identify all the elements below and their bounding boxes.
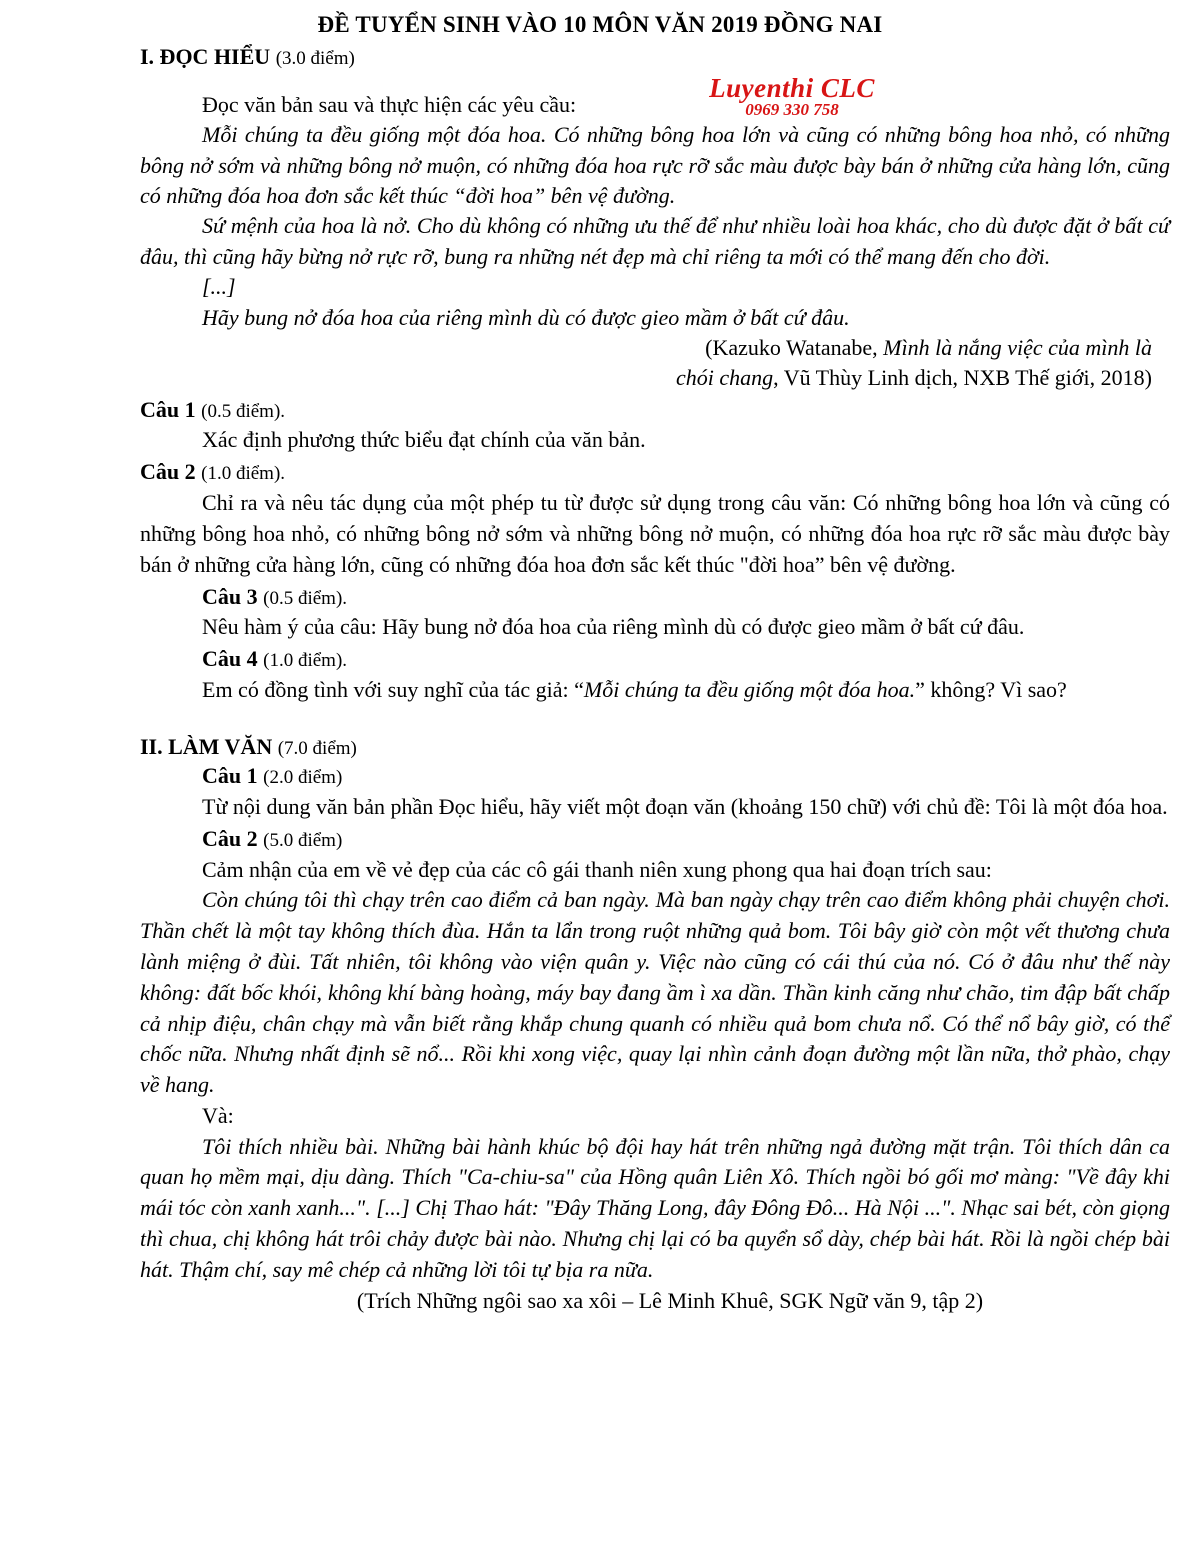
- excerpt-2-body: Tôi thích nhiều bài. Những bài hành khúc bộ đội hay hát trên những ngả đường mặt trận. Tôi thích dân ca quan họ mềm mại, dịu dàng. Thích "Ca-chiu-sa" của Hồng quân Liên Xô. Thích ngồi bó gối mơ màng: "Về đây khi mái tóc còn xanh xanh...". [...] Chị Thao hát: "Đây Thăng Long, đây Đông Đô... Hà Nội ...". Nhạc sai bét, còn giọng thì chua, chị không hát trôi chảy được bài nào. Nhưng chị lại có ba quyển sổ dày, chép bài hát. Rồi là ngồi chép bài hát. Thậm chí, say mê chép cả những lời tôi tự bịa ra nữa.: [140, 1133, 1170, 1282]
- lv-question-1-header: [30, 760, 1170, 792]
- question-4-label: Câu 4: [202, 646, 258, 672]
- excerpt-source: (Trích Những ngôi sao xa xôi – Lê Minh Khuê, SGK Ngữ văn 9, tập 2): [356, 1287, 984, 1313]
- lv-question-1-text: [30, 792, 1170, 823]
- question-3-label: Câu 3: [202, 583, 258, 609]
- section-2-heading: [30, 734, 1170, 760]
- passage-ellipsis: [...]: [202, 274, 236, 300]
- lv-question-1-body: Từ nội dung văn bản phần Đọc hiểu, hãy viết một đoạn văn (khoảng 150 chữ) với chủ đề: Tôi là một đóa hoa.: [202, 793, 1168, 819]
- question-3-text: [30, 612, 1170, 643]
- excerpt-connector: [30, 1101, 1170, 1132]
- lv-question-2-header: [30, 823, 1170, 855]
- question-1-points: (0.5 điểm).: [201, 400, 286, 422]
- question-1-label: Câu 1: [140, 396, 196, 422]
- section-2-heading-label: II. LÀM VĂN: [140, 733, 273, 759]
- lv-question-1-label: Câu 1: [202, 762, 258, 788]
- question-2-points: (1.0 điểm).: [201, 463, 286, 485]
- question-4-text: [30, 675, 1170, 706]
- question-4-points: (1.0 điểm).: [263, 650, 348, 672]
- source-title-part-1: Mình là nắng việc của mình là: [883, 334, 1152, 360]
- reading-instruction: Đọc văn bản sau và thực hiện các yêu cầu:: [202, 92, 577, 117]
- passage-paragraph-1: Mỗi chúng ta đều giống một đóa hoa. Có những bông hoa lớn và cũng có những bông hoa nhỏ, có những bông nở sớm và những bông nở muộn, có những đóa hoa rực rỡ sắc màu được bày bán ở những cửa hàng lớn, cũng có những đóa hoa đơn sắc kết thúc “đời hoa” bên vệ đường.: [140, 122, 1170, 209]
- excerpt-2: [30, 1132, 1170, 1286]
- excerpt-1: [30, 885, 1170, 1101]
- question-4-body-after: ” không? Vì sao?: [915, 677, 1067, 703]
- question-1-header: [30, 394, 1170, 426]
- lv-question-2-body: Cảm nhận của em về vẻ đẹp của các cô gái thanh niên xung phong qua hai đoạn trích sau:: [202, 856, 992, 882]
- question-3-header: [30, 581, 1170, 613]
- passage-source-line-2: [30, 363, 1170, 393]
- lv-question-2-points: (5.0 điểm): [263, 829, 343, 851]
- source-suffix: , Vũ Thùy Linh dịch, NXB Thế giới, 2018): [773, 365, 1152, 391]
- section-2-points: (7.0 điểm): [277, 737, 357, 759]
- question-4-header: [30, 643, 1170, 675]
- question-4-body-before: Em có đồng tình với suy nghĩ của tác giả: “: [202, 677, 584, 703]
- lv-question-2-text: [30, 855, 1170, 886]
- passage-paragraph-2: Sứ mệnh của hoa là nở. Cho dù không có những ưu thế để như nhiều loài hoa khác, cho dù được đặt ở bất cứ đâu, thì cũng hãy bừng nở rực rỡ, bung ra những nét đẹp mà chỉ riêng ta mới có thể mang đến cho đời.: [140, 213, 1170, 269]
- question-2-text: [30, 488, 1170, 580]
- source-title-part-2: chói chang: [675, 365, 774, 391]
- lv-question-1-points: (2.0 điểm): [263, 766, 343, 788]
- document-page: [0, 12, 1200, 1565]
- section-1-points: (3.0 điểm): [275, 48, 355, 69]
- page-title: ĐỀ TUYỂN SINH VÀO 10 MÔN VĂN 2019 ĐỒNG NAI: [317, 12, 883, 37]
- source-prefix: (Kazuko Watanabe,: [705, 334, 884, 360]
- logo-phone-text: 0969 330 758: [745, 100, 839, 120]
- excerpt-connector-text: Và:: [202, 1102, 234, 1128]
- lv-question-2-label: Câu 2: [202, 825, 258, 851]
- section-1-heading: [30, 44, 1170, 70]
- logo-brand-text: Luyenthi CLC: [709, 73, 875, 103]
- passage-source-line-1: [30, 333, 1170, 363]
- question-3-points: (0.5 điểm).: [263, 587, 348, 609]
- question-2-header: [30, 456, 1170, 488]
- passage-paragraph-3: Hãy bung nở đóa hoa của riêng mình dù có được gieo mầm ở bất cứ đâu.: [202, 304, 850, 330]
- document-body: [0, 44, 1200, 1314]
- question-2-body: Chỉ ra và nêu tác dụng của một phép tu từ được sử dụng trong câu văn: Có những bông hoa lớn và cũng có những bông hoa nhỏ, có những bông nở sớm và những bông nở muộn, có những đóa hoa rực rỡ sắc màu được bày bán ở những cửa hàng lớn, cũng có những đóa hoa đơn sắc kết thúc "đời hoa” bên vệ đường.: [140, 490, 1170, 577]
- question-4-body-quote: Mỗi chúng ta đều giống một đóa hoa.: [583, 677, 916, 703]
- question-1-text: [30, 425, 1170, 456]
- watermark-logo: [672, 74, 912, 120]
- question-3-body: Nêu hàm ý của câu: Hãy bung nở đóa hoa của riêng mình dù có được gieo mầm ở bất cứ đâu.: [202, 614, 1025, 640]
- question-1-body: Xác định phương thức biểu đạt chính của văn bản.: [202, 427, 646, 453]
- excerpt-1-body: Còn chúng tôi thì chạy trên cao điểm cả ban ngày. Mà ban ngày chạy trên cao điểm không phải chuyện chơi. Thần chết là một tay không thích đùa. Hắn ta lẩn trong ruột những quả bom. Tôi bây giờ còn một vết thương chưa lành miệng ở đùi. Tất nhiên, tôi không vào viện quân y. Việc nào cũng có cái thú của nó. Có ở đâu như thế này không: đất bốc khói, không khí bàng hoàng, máy bay đang ầm ì xa dần. Thần kinh căng như chão, tim đập bất chấp cả nhịp điệu, chân chạy mà vẫn biết rằng khắp chung quanh có nhiều quả bom chưa nổ. Có thể nổ bây giờ, có thể chốc nữa. Nhưng nhất định sẽ nổ... Rồi khi xong việc, quay lại nhìn cảnh đoạn đường một lần nữa, thở phào, chạy về hang.: [140, 887, 1170, 1098]
- section-1-heading-label: I. ĐỌC HIỂU: [140, 44, 271, 69]
- question-2-label: Câu 2: [140, 459, 196, 485]
